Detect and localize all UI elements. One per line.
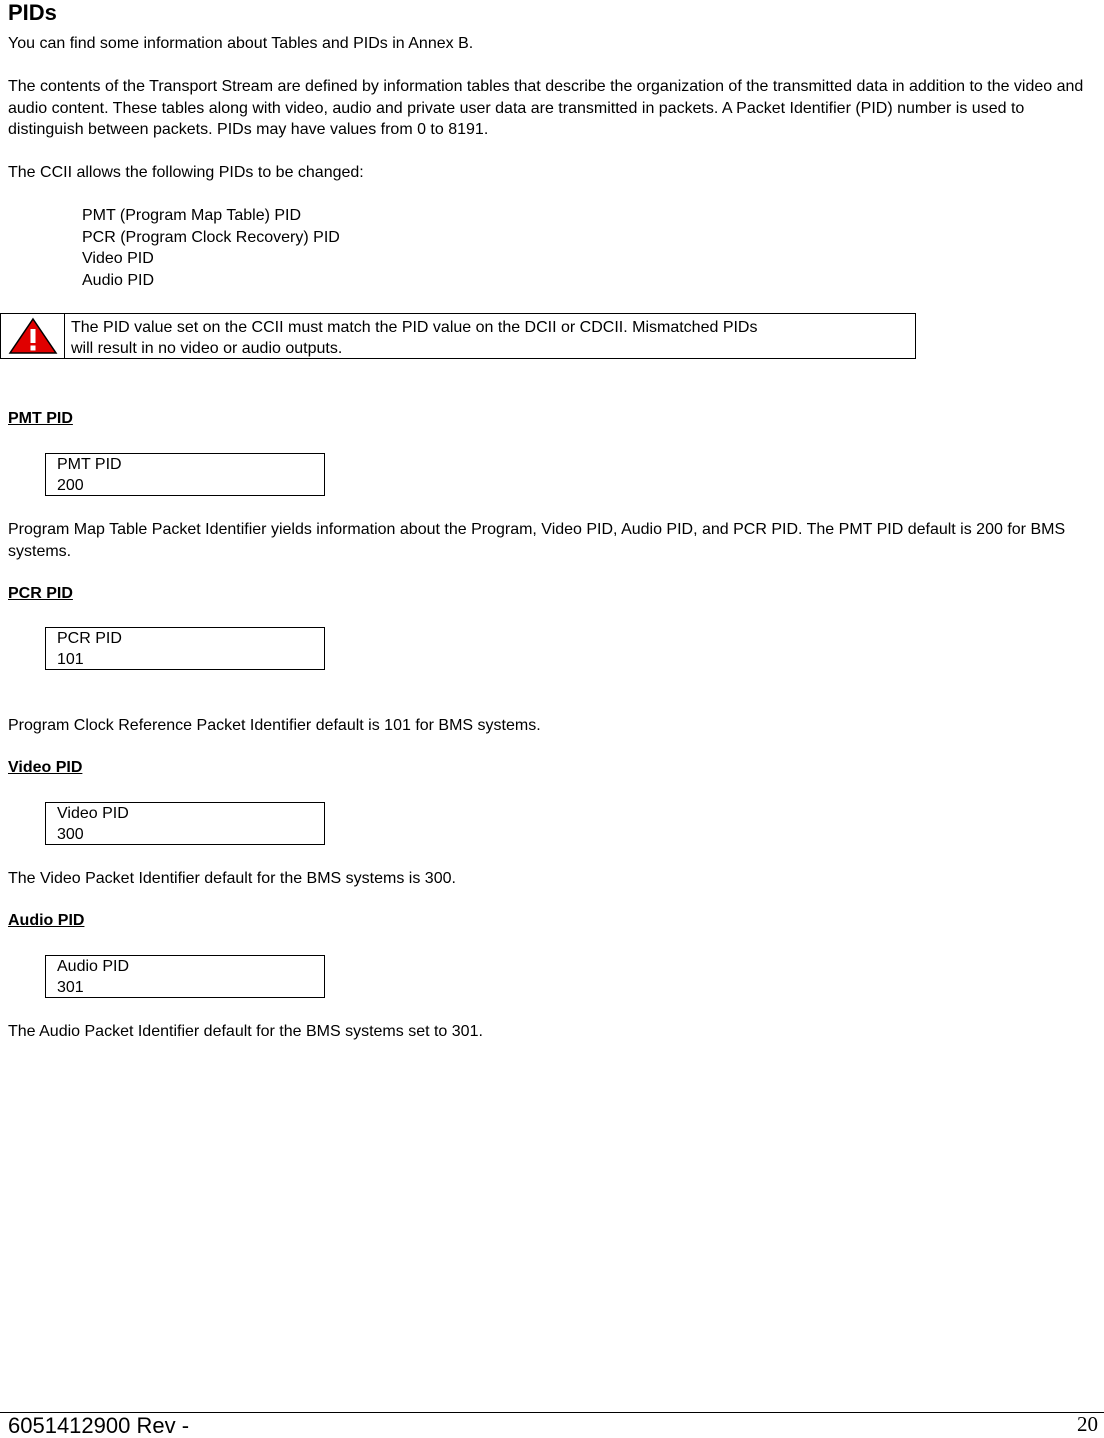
warning-text <box>65 314 757 358</box>
audio-heading: Audio PID <box>8 912 85 929</box>
warning-line-1: The PID value set on the CCII must match the PID value on the DCII or CDCII. Mismatched PIDs <box>71 319 758 336</box>
pcr-heading: PCR PID <box>8 585 73 602</box>
audio-field-value: 301 <box>57 978 84 996</box>
list-item: PCR (Program Clock Recovery) PID <box>82 228 340 246</box>
pmt-field-value: 200 <box>57 476 84 494</box>
warning-box <box>0 313 916 359</box>
pmt-description: Program Map Table Packet Identifier yields information about the Program, Video PID, Audio PID, and PCR PID. The PMT PID default is 200 for BMS systems. <box>8 521 1066 560</box>
list-item: PMT (Program Map Table) PID <box>82 207 302 224</box>
page-title: PIDs <box>8 0 57 25</box>
warning-line-2: will result in no video or audio outputs. <box>71 340 343 357</box>
pmt-pid-field[interactable] <box>45 453 325 496</box>
pmt-heading: PMT PID <box>8 410 73 427</box>
footer-page-number: 20 <box>1077 1412 1098 1436</box>
list-item: Audio PID <box>82 271 155 289</box>
intro-text: You can find some information about Tables and PIDs in Annex B. <box>8 35 474 52</box>
allows-text: The CCII allows the following PIDs to be changed: <box>8 164 364 181</box>
pmt-field-label: PMT PID <box>57 456 122 473</box>
video-pid-field[interactable] <box>45 802 325 845</box>
video-heading: Video PID <box>8 759 83 776</box>
warning-icon <box>1 314 65 358</box>
pcr-pid-field[interactable] <box>45 627 325 670</box>
video-field-label: Video PID <box>57 805 129 822</box>
audio-description: The Audio Packet Identifier default for the BMS systems set to 301. <box>8 1023 483 1040</box>
audio-field-label: Audio PID <box>57 958 130 975</box>
audio-pid-field[interactable] <box>45 955 325 998</box>
footer-doc-number: 6051412900 Rev - <box>8 1413 190 1438</box>
video-field-value: 300 <box>57 825 84 843</box>
pcr-description: Program Clock Reference Packet Identifier default is 101 for BMS systems. <box>8 717 541 734</box>
body-paragraph: The contents of the Transport Stream are defined by information tables that describe the organization of the transmitted data in addition to the video and audio content. These tables along with video, audio and private user data are transmitted in packets. A Packet Identifier (PID) number is used to distinguish between packets. PIDs may have values from 0 to 8191. <box>8 78 1084 138</box>
pcr-field-label: PCR PID <box>57 630 122 647</box>
pid-list <box>82 205 340 291</box>
pcr-field-value: 101 <box>57 650 84 668</box>
video-description: The Video Packet Identifier default for the BMS systems is 300. <box>8 870 456 887</box>
list-item: Video PID <box>82 250 154 267</box>
